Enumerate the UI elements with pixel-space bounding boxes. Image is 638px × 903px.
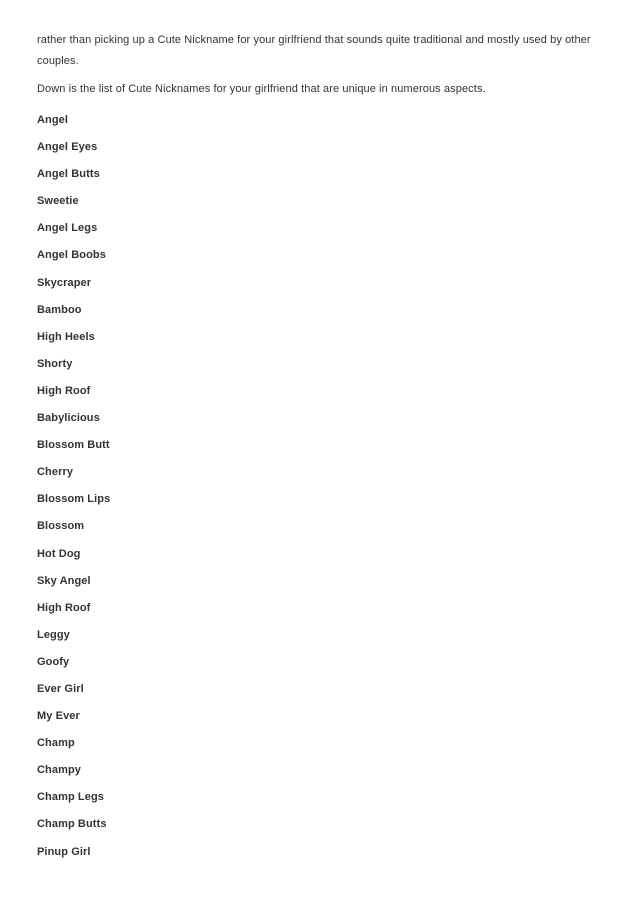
nickname-item: Babylicious <box>37 412 100 425</box>
nickname-item: Bamboo <box>37 303 82 316</box>
list-intro-paragraph: Down is the list of Cute Nicknames for your girlfriend that are unique in numerous aspects. <box>37 83 486 95</box>
nickname-item: Angel Butts <box>37 168 100 181</box>
nickname-item: Hot Dog <box>37 547 81 560</box>
nickname-item: High Roof <box>37 384 91 397</box>
nickname-item: My Ever <box>37 710 80 723</box>
nickname-item: Leggy <box>37 628 70 641</box>
nickname-item: Ever Girl <box>37 682 84 695</box>
nickname-item: Angel Legs <box>37 222 98 235</box>
nickname-item: High Heels <box>37 330 95 343</box>
nickname-item: Champ Legs <box>37 791 105 804</box>
nickname-item: Angel Eyes <box>37 141 98 154</box>
nickname-item: Goofy <box>37 655 70 668</box>
intro-paragraph: rather than picking up a Cute Nickname for your girlfriend that sounds quite traditional and mostly used by other couples. <box>37 34 591 67</box>
nickname-item: Cherry <box>37 466 74 479</box>
nickname-item: Blossom Lips <box>37 493 111 506</box>
nickname-item: High Roof <box>37 601 91 614</box>
nickname-item: Champy <box>37 764 81 777</box>
nickname-item: Shorty <box>37 357 73 370</box>
nickname-list <box>37 107 598 866</box>
nickname-item: Angel Boobs <box>37 249 106 262</box>
nickname-item: Pinup Girl <box>37 845 91 858</box>
nickname-item: Skycraper <box>37 276 92 289</box>
nickname-item: Sweetie <box>37 195 79 208</box>
nickname-item: Angel <box>37 114 69 126</box>
nickname-item: Sky Angel <box>37 574 91 587</box>
nickname-item: Champ <box>37 737 75 750</box>
nickname-item: Blossom Butt <box>37 439 110 452</box>
nickname-item: Champ Butts <box>37 818 107 831</box>
nickname-item: Blossom <box>37 520 85 533</box>
